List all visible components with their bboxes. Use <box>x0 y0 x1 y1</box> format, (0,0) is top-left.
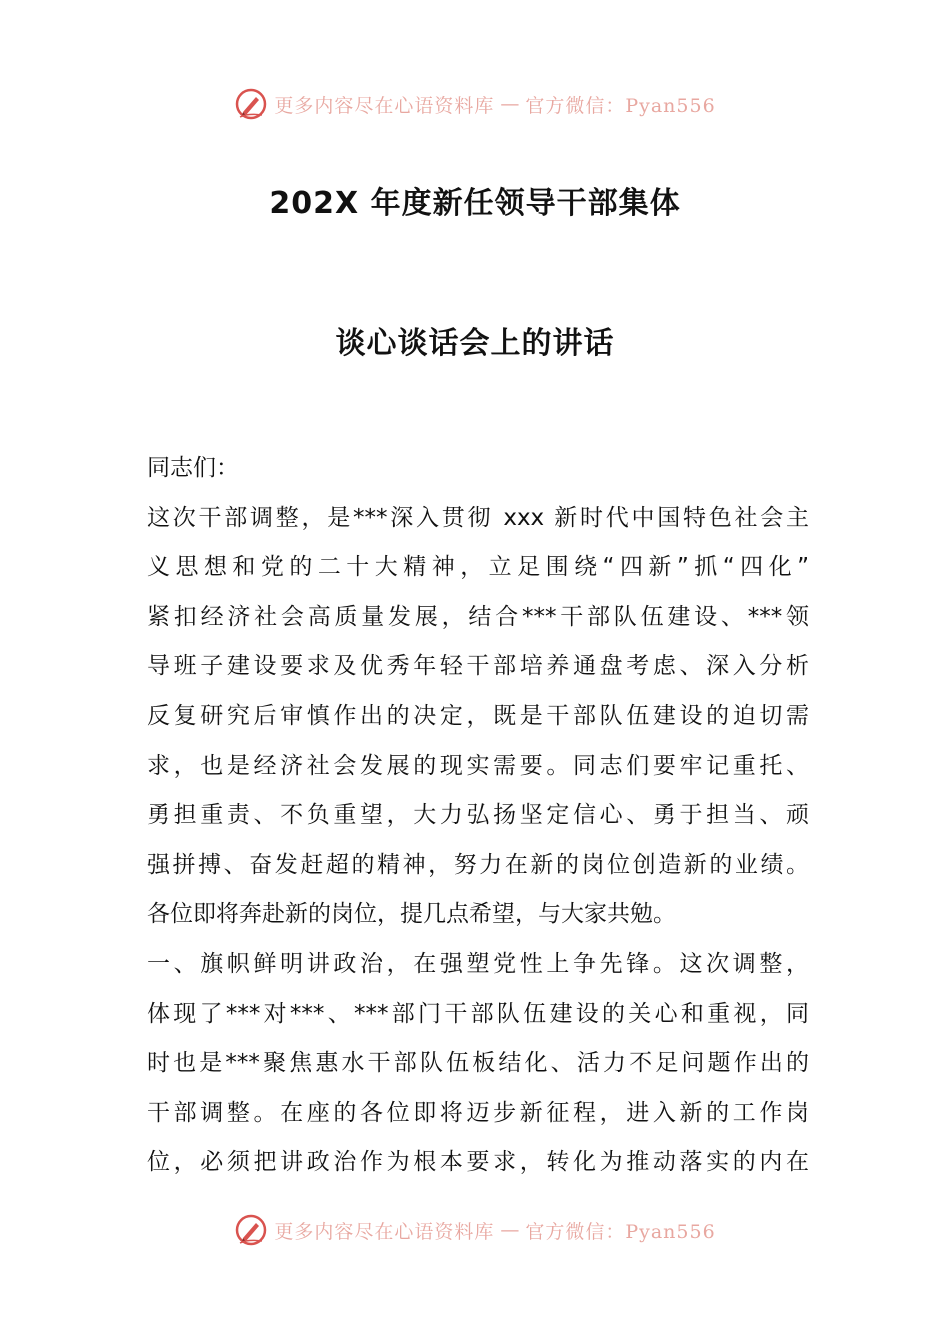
document-title-line2: 谈心谈话会上的讲话 <box>335 326 615 361</box>
document-body <box>147 444 809 1188</box>
body-line: 义思想和党的二十大精神，立足围绕“四新”抓“四化” <box>147 554 809 581</box>
watermark-text: 更多内容尽在心语资料库 <box>274 94 495 117</box>
body-line: 同志们： <box>147 455 239 481</box>
watermark-banner-top <box>0 84 950 124</box>
watermark-separator: — <box>500 93 520 115</box>
body-line: 这次干部调整，是***深入贯彻 xxx 新时代中国特色社会主 <box>147 504 809 531</box>
body-line: 位，必须把讲政治作为根本要求，转化为推动落实的内在 <box>147 1149 809 1176</box>
body-line: 求，也是经济社会发展的现实需要。同志们要牢记重托、 <box>147 752 809 779</box>
body-line: 反复研究后审慎作出的决定，既是干部队伍建设的迫切需 <box>147 702 809 729</box>
watermark-official: 官方微信：Pyan556 <box>525 94 716 117</box>
document-title-line1: 202X 年度新任领导干部集体 <box>269 186 681 221</box>
pen-circle-logo-icon <box>234 1213 268 1247</box>
body-line: 各位即将奔赴新的岗位，提几点希望，与大家共勉。 <box>147 901 676 928</box>
watermark-banner-bottom <box>0 1210 950 1250</box>
body-line: 一、旗帜鲜明讲政治，在强塑党性上争先锋。这次调整， <box>147 950 809 977</box>
body-line: 导班子建设要求及优秀年轻干部培养通盘考虑、深入分析 <box>147 653 809 680</box>
watermark-official: 官方微信：Pyan556 <box>525 1220 716 1243</box>
watermark-separator: — <box>500 1219 520 1241</box>
body-line: 强拼搏、奋发赶超的精神，努力在新的岗位创造新的业绩。 <box>147 851 809 878</box>
body-line: 体现了***对***、***部门干部队伍建设的关心和重视，同 <box>147 1000 809 1027</box>
body-line: 干部调整。在座的各位即将迈步新征程，进入新的工作岗 <box>147 1099 809 1126</box>
body-line: 勇担重责、不负重望，大力弘扬坚定信心、勇于担当、顽 <box>147 802 809 829</box>
body-line: 时也是***聚焦惠水干部队伍板结化、活力不足问题作出的 <box>147 1050 809 1077</box>
pen-circle-logo-icon <box>234 87 268 121</box>
body-line: 紧扣经济社会高质量发展，结合***干部队伍建设、***领 <box>147 603 809 630</box>
watermark-text: 更多内容尽在心语资料库 <box>274 1220 495 1243</box>
